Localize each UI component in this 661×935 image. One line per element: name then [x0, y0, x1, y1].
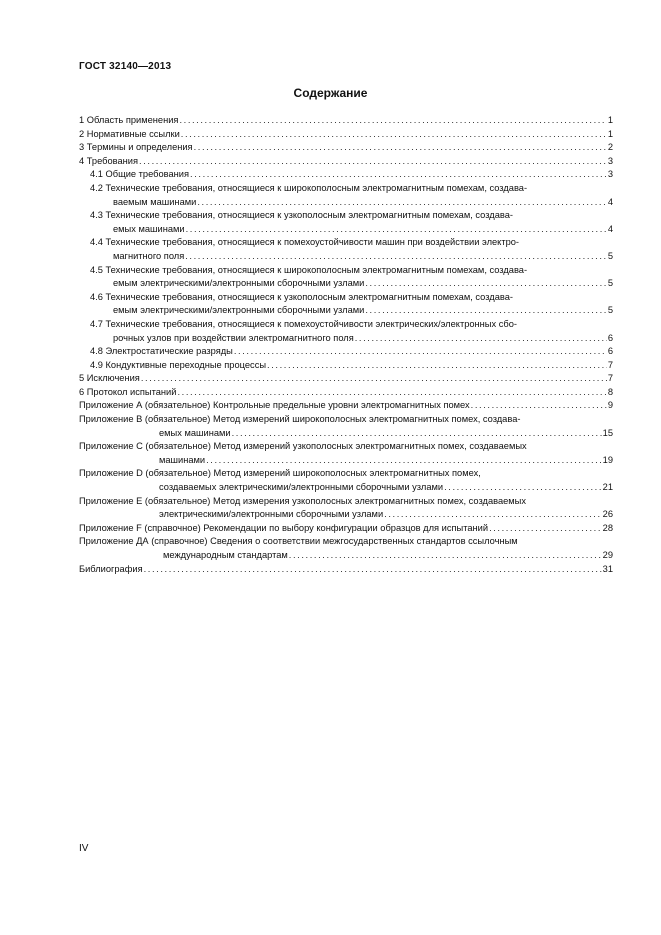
toc-entry-appendix-a[interactable] [79, 399, 613, 413]
toc-entry-appendix-d[interactable] [79, 467, 613, 494]
toc-leader [139, 155, 607, 169]
toc-entry-text-cont: емым электрическими/электронными сборочными узлами [113, 305, 365, 316]
toc-entry-text: Приложение ДА (справочное) Сведения о соответствии межгосударственных стандартов ссылочным [79, 536, 518, 547]
toc-entry-4-2[interactable] [79, 182, 613, 209]
toc-leader [444, 481, 602, 495]
toc-page-number: 3 [607, 169, 613, 180]
toc-leader [355, 332, 607, 346]
toc-page-number: 15 [602, 427, 613, 438]
toc-entry-text: 2 Нормативные ссылки [79, 128, 180, 139]
toc-entry-1[interactable] [79, 114, 613, 128]
toc-entry-4-4[interactable] [79, 236, 613, 263]
toc-page-number: 31 [602, 563, 613, 574]
toc-entry-text: 4.8 Электростатические разряды [90, 346, 233, 357]
toc-entry-4-6[interactable] [79, 291, 613, 318]
toc-entry-text: 4.3 Технические требования, относящиеся к узкополосным электромагнитным помехам, создава- [90, 210, 513, 221]
table-of-contents [79, 114, 613, 576]
toc-entry-text-cont: машинами [159, 454, 206, 465]
toc-page-number: 7 [607, 373, 613, 384]
toc-entry-text: 4 Требования [79, 155, 139, 166]
toc-page-number: 21 [602, 482, 613, 493]
toc-entry-text-cont: электрическими/электронными сборочными узлами [159, 509, 384, 520]
toc-entry-bibliography[interactable] [79, 563, 613, 577]
toc-page-number: 4 [607, 196, 613, 207]
toc-entry-text: 4.2 Технические требования, относящиеся к широкополосным электромагнитным помехам, создава- [90, 182, 528, 193]
toc-leader [384, 508, 602, 522]
toc-page-number: 9 [607, 400, 613, 411]
toc-leader [179, 114, 606, 128]
toc-page-number: 3 [607, 155, 613, 166]
page-number: IV [79, 843, 89, 854]
toc-leader [177, 386, 606, 400]
toc-entry-text: Приложение С (обязательное) Метод измерений узкополосных электромагнитных помех, создаваемых [79, 441, 527, 452]
toc-leader [489, 522, 602, 536]
toc-leader [234, 345, 607, 359]
toc-entry-4[interactable] [79, 155, 613, 169]
toc-leader [471, 399, 607, 413]
toc-leader [365, 304, 606, 318]
toc-entry-text: 1 Область применения [79, 115, 179, 125]
toc-entry-appendix-f[interactable] [79, 522, 613, 536]
toc-entry-text-cont: ваемым машинами [113, 196, 197, 207]
toc-page-number: 1 [607, 115, 613, 125]
toc-page-number: 4 [607, 223, 613, 234]
toc-page-number: 28 [602, 522, 613, 533]
toc-entry-text: 4.6 Технические требования, относящиеся к узкополосным электромагнитным помехам, создава- [90, 291, 513, 302]
toc-entry-5[interactable] [79, 372, 613, 386]
toc-leader [190, 168, 607, 182]
toc-entry-text: Библиография [79, 563, 143, 574]
toc-page-number: 8 [607, 386, 613, 397]
toc-page-number: 2 [607, 142, 613, 153]
toc-entry-3[interactable] [79, 141, 613, 155]
toc-leader [197, 196, 607, 210]
page-title: Содержание [293, 86, 368, 100]
toc-entry-4-5[interactable] [79, 264, 613, 291]
toc-entry-appendix-e[interactable] [79, 495, 613, 522]
toc-entry-4-7[interactable] [79, 318, 613, 345]
toc-page-number: 5 [607, 250, 613, 261]
toc-entry-text: Приложение Е (обязательное) Метод измерения узкополосных электромагнитных помех, создаваемых [79, 495, 527, 506]
toc-entry-text-cont: международным стандартам [163, 550, 288, 560]
toc-entry-text: 4.9 Кондуктивные переходные процессы [90, 359, 267, 370]
toc-page-number: 1 [607, 128, 613, 139]
document-header: ГОСТ 32140—2013 [79, 61, 172, 72]
toc-leader [181, 128, 607, 142]
toc-entry-text-cont: магнитного поля [113, 250, 185, 261]
toc-leader [194, 141, 607, 155]
toc-entry-text: 4.7 Технические требования, относящиеся к помехоустойчивости электрических/электронных сбо- [90, 318, 517, 329]
toc-page-number: 26 [602, 509, 613, 520]
toc-entry-4-3[interactable] [79, 209, 613, 236]
toc-leader [185, 250, 607, 264]
toc-entry-4-9[interactable] [79, 359, 613, 373]
toc-entry-6[interactable] [79, 386, 613, 400]
toc-entry-appendix-c[interactable] [79, 440, 613, 467]
toc-entry-text: Приложение D (обязательное) Метод измерений широкополосных электромагнитных помех, [79, 468, 481, 479]
toc-entry-4-8[interactable] [79, 345, 613, 359]
toc-leader [206, 454, 602, 468]
toc-entry-text: 5 Исключения [79, 373, 140, 384]
toc-entry-text-cont: рочных узлов при воздействии электромагнитного поля [113, 332, 354, 343]
toc-page-number: 7 [607, 359, 613, 370]
toc-entry-text: 4.4 Технические требования, относящиеся к помехоустойчивости машин при воздействии электро- [90, 237, 520, 248]
toc-entry-text: 4.1 Общие требования [90, 169, 190, 180]
toc-page-number: 19 [602, 454, 613, 465]
toc-entry-appendix-b[interactable] [79, 413, 613, 440]
toc-leader [141, 372, 607, 386]
toc-entry-text-cont: создаваемых электрическими/электронными сборочными узлами [159, 482, 444, 493]
toc-page-number: 6 [607, 332, 613, 343]
toc-entry-text-cont: емых машинами [113, 223, 185, 234]
toc-leader [365, 277, 606, 291]
toc-entry-appendix-da[interactable] [79, 535, 613, 562]
toc-entry-text: 3 Термины и определения [79, 142, 193, 153]
toc-leader [267, 359, 607, 373]
toc-entry-text: Приложение В (обязательное) Метод измерений широкополосных электромагнитных помех, создава- [79, 414, 521, 425]
toc-entry-text-cont: емых машинами [159, 427, 231, 438]
toc-leader [186, 223, 607, 237]
toc-leader [232, 427, 602, 441]
toc-page-number: 6 [607, 346, 613, 357]
toc-entry-4-1[interactable] [79, 168, 613, 182]
toc-entry-text: Приложение F (справочное) Рекомендации по выбору конфигурации образцов для испытаний [79, 522, 489, 533]
toc-entry-text: Приложение А (обязательное) Контрольные предельные уровни электромагнитных помех [79, 400, 470, 411]
toc-page-number: 5 [607, 278, 613, 289]
toc-entry-text: 6 Протокол испытаний [79, 386, 177, 397]
toc-page-number: 5 [607, 305, 613, 316]
toc-page-number: 29 [602, 550, 613, 560]
toc-leader [144, 563, 602, 577]
toc-entry-text: 4.5 Технические требования, относящиеся к широкополосным электромагнитным помехам, создава- [90, 264, 528, 275]
toc-entry-2[interactable] [79, 128, 613, 142]
toc-leader [289, 549, 602, 563]
toc-entry-text-cont: емым электрическими/электронными сборочными узлами [113, 278, 365, 289]
